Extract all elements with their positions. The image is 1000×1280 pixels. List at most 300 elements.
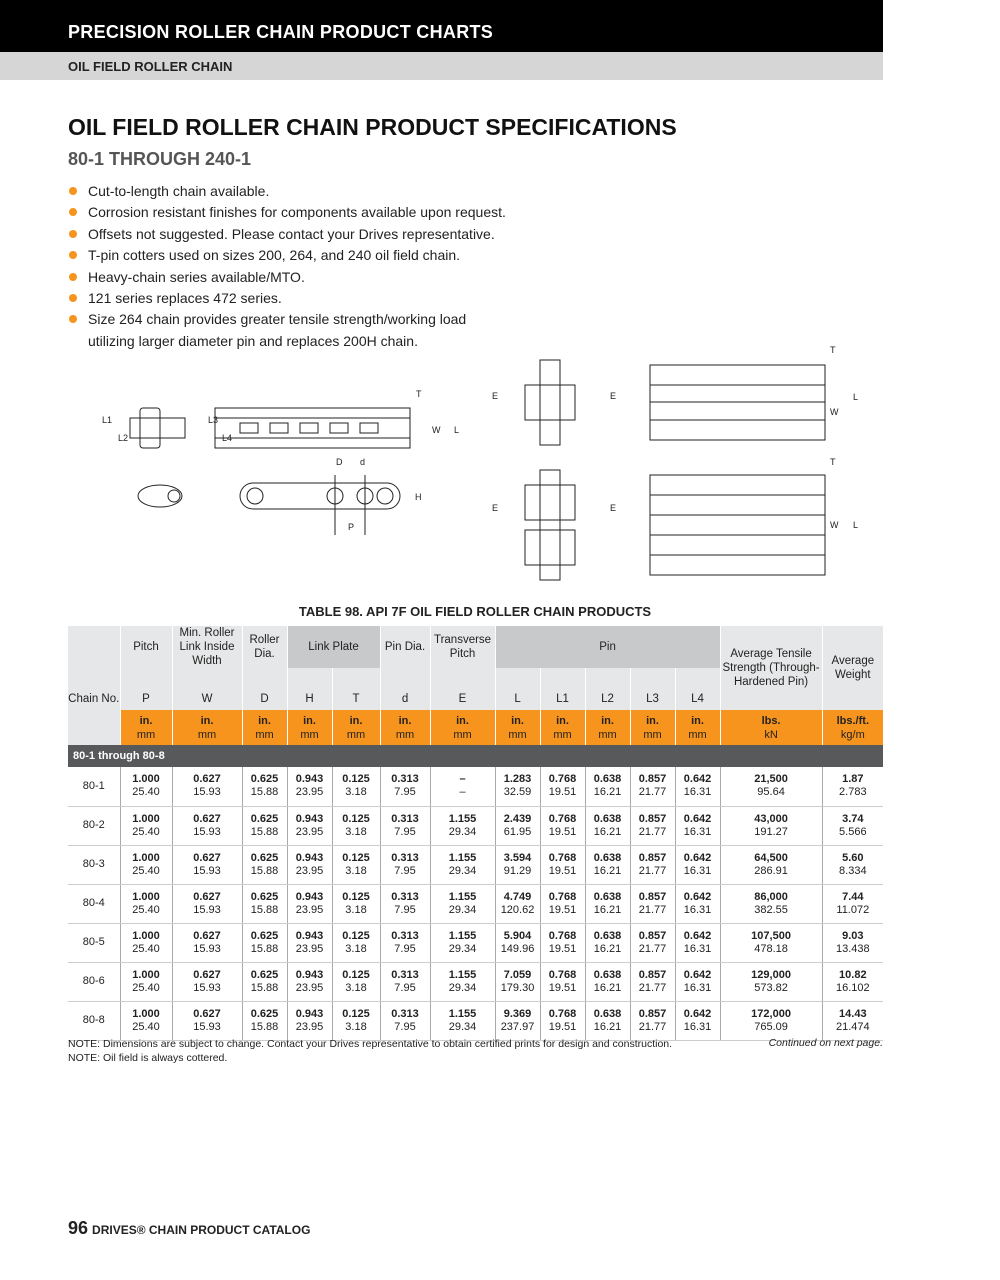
value-imperial: 0.627	[193, 773, 221, 786]
table-row	[68, 884, 883, 923]
value-metric: 15.93	[193, 981, 221, 994]
chain-no: 80-1	[68, 767, 120, 806]
value-cell	[630, 923, 675, 962]
value-cell	[540, 767, 585, 806]
value-metric: 23.95	[295, 942, 324, 955]
value-cell	[380, 1001, 430, 1040]
label-l: L	[853, 392, 859, 402]
value-metric: 21.77	[638, 1020, 667, 1033]
bullet: Offsets not suggested. Please contact your Drives representative.	[68, 224, 506, 245]
unit-cell	[380, 710, 430, 745]
value-metric: 7.95	[394, 864, 416, 877]
unit-imperial: in.	[200, 714, 214, 727]
value-cell	[242, 962, 287, 1001]
value-cell	[287, 767, 332, 806]
value-imperial: 0.638	[593, 968, 622, 981]
value-imperial: 0.627	[193, 929, 221, 942]
value-cell	[540, 806, 585, 845]
value-imperial: 0.768	[548, 851, 577, 864]
value-cell	[287, 923, 332, 962]
value-imperial: 0.857	[638, 1007, 667, 1020]
value-cell	[675, 806, 720, 845]
value-cell	[430, 1001, 495, 1040]
value-cell	[822, 806, 883, 845]
unit-cell	[172, 710, 242, 745]
value-cell	[495, 962, 540, 1001]
value-imperial: 0.768	[548, 1007, 577, 1020]
label-d-roller: D	[336, 457, 343, 467]
unit-imperial: in.	[258, 714, 271, 727]
value-metric: 15.88	[250, 786, 279, 799]
value-imperial: 0.627	[193, 890, 221, 903]
chain-no: 80-6	[68, 962, 120, 1001]
col-link-plate: Link Plate	[287, 626, 380, 668]
value-cell	[430, 962, 495, 1001]
value-metric: 23.95	[295, 981, 324, 994]
value-imperial: 1.000	[132, 851, 160, 864]
value-metric: 23.95	[295, 903, 324, 916]
chain-no: 80-8	[68, 1001, 120, 1040]
value-metric: 19.51	[548, 942, 577, 955]
chain-dimension-diagrams	[90, 345, 880, 585]
label-e: E	[492, 391, 499, 401]
value-cell	[495, 845, 540, 884]
value-metric: 25.40	[132, 825, 160, 838]
value-imperial: 0.857	[638, 968, 667, 981]
value-cell	[380, 806, 430, 845]
value-imperial: 0.638	[593, 851, 622, 864]
label-e: E	[610, 503, 617, 513]
value-imperial: 1.000	[132, 773, 160, 786]
value-metric: 7.95	[394, 942, 416, 955]
chain-no: 80-3	[68, 845, 120, 884]
value-imperial: 1.155	[448, 929, 477, 942]
value-imperial: 4.749	[503, 890, 532, 903]
unit-imperial: lbs.	[761, 714, 781, 727]
value-metric: 15.88	[250, 942, 279, 955]
value-cell	[585, 806, 630, 845]
value-metric: 191.27	[754, 825, 788, 838]
value-metric: 23.95	[295, 1020, 324, 1033]
symbol-p: P	[120, 668, 172, 710]
value-metric: 16.31	[683, 981, 712, 994]
col-weight: Average Weight	[822, 626, 883, 710]
value-imperial: 0.638	[593, 1007, 622, 1020]
units-spacer	[68, 710, 120, 745]
value-metric: 15.88	[250, 864, 279, 877]
value-metric: 15.88	[250, 903, 279, 916]
value-metric: 29.34	[448, 1020, 477, 1033]
value-metric: 25.40	[132, 942, 160, 955]
label-l: L	[454, 425, 460, 435]
value-metric: 3.18	[345, 1020, 367, 1033]
bullet: Corrosion resistant finishes for components available upon request.	[68, 202, 506, 223]
value-imperial: 0.943	[295, 812, 324, 825]
value-metric: 13.438	[835, 942, 870, 955]
value-imperial: 43,000	[754, 812, 788, 825]
value-imperial: 0.625	[250, 773, 279, 786]
label-l: L	[853, 520, 859, 530]
value-metric: 3.18	[345, 786, 367, 799]
value-metric: 16.21	[593, 864, 622, 877]
chain-no: 80-5	[68, 923, 120, 962]
symbol-l2: L2	[585, 668, 630, 710]
value-cell	[242, 923, 287, 962]
value-imperial: 1.283	[503, 773, 532, 786]
value-imperial: 0.943	[295, 1007, 324, 1020]
unit-cell	[720, 710, 822, 745]
value-imperial: 0.125	[342, 851, 370, 864]
unit-imperial: in.	[139, 714, 153, 727]
value-imperial: 9.369	[503, 1007, 532, 1020]
value-imperial: 0.313	[391, 773, 419, 786]
value-metric: 16.31	[683, 825, 712, 838]
value-imperial: 1.000	[132, 890, 160, 903]
value-imperial: 0.943	[295, 929, 324, 942]
label-l2: L2	[118, 433, 129, 443]
value-metric: 3.18	[345, 903, 367, 916]
value-imperial: 1.000	[132, 812, 160, 825]
value-metric: 23.95	[295, 786, 324, 799]
label-t: T	[830, 457, 836, 467]
value-cell	[120, 1001, 172, 1040]
value-imperial: 0.313	[391, 812, 419, 825]
page-title: OIL FIELD ROLLER CHAIN PRODUCT SPECIFICATIONS	[68, 114, 677, 140]
value-cell	[675, 962, 720, 1001]
value-metric: 179.30	[500, 981, 535, 994]
unit-imperial: lbs./ft.	[836, 714, 869, 727]
value-metric: 29.34	[448, 825, 477, 838]
table-row	[68, 962, 883, 1001]
value-metric: 16.21	[593, 981, 622, 994]
value-metric: 29.34	[448, 942, 477, 955]
value-imperial: 2.439	[503, 812, 532, 825]
value-metric: 25.40	[132, 864, 160, 877]
col-pin-dia: Pin Dia.	[380, 626, 430, 668]
value-cell	[630, 1001, 675, 1040]
value-imperial: 7.44	[842, 890, 864, 903]
value-metric: 32.59	[503, 786, 532, 799]
label-w: W	[830, 520, 839, 530]
value-imperial: 172,000	[751, 1007, 791, 1020]
value-cell	[172, 923, 242, 962]
value-imperial: 5.60	[842, 851, 864, 864]
value-cell	[822, 845, 883, 884]
unit-imperial: in.	[398, 714, 412, 727]
symbol-l4: L4	[675, 668, 720, 710]
value-metric: 19.51	[548, 786, 577, 799]
value-imperial: 0.627	[193, 812, 221, 825]
value-imperial: 0.857	[638, 851, 667, 864]
value-cell	[720, 1001, 822, 1040]
value-cell	[332, 923, 380, 962]
value-cell	[332, 845, 380, 884]
unit-metric: mm	[395, 728, 415, 741]
notes	[68, 1037, 672, 1065]
value-cell	[675, 1001, 720, 1040]
unit-metric: mm	[197, 728, 217, 741]
value-metric: 2.783	[839, 786, 867, 799]
value-metric: 5.566	[839, 825, 867, 838]
value-imperial: 21,500	[754, 773, 788, 786]
table-row	[68, 845, 883, 884]
value-cell	[242, 884, 287, 923]
value-cell	[630, 845, 675, 884]
value-imperial: 0.625	[250, 929, 279, 942]
bullet: Cut-to-length chain available.	[68, 181, 506, 202]
value-metric: 7.95	[394, 981, 416, 994]
unit-metric: mm	[300, 728, 319, 741]
value-cell	[172, 806, 242, 845]
value-metric: 21.77	[638, 864, 667, 877]
value-cell	[495, 884, 540, 923]
value-metric: 21.77	[638, 825, 667, 838]
value-imperial: 0.627	[193, 851, 221, 864]
value-cell	[720, 884, 822, 923]
value-metric: 286.91	[754, 864, 788, 877]
value-metric: 21.77	[638, 903, 667, 916]
value-imperial: 1.87	[842, 773, 864, 786]
unit-cell	[495, 710, 540, 745]
value-metric: 15.93	[193, 864, 221, 877]
value-cell	[332, 1001, 380, 1040]
value-imperial: 7.059	[503, 968, 532, 981]
col-transverse: Transverse Pitch	[430, 626, 495, 668]
unit-cell	[822, 710, 883, 745]
value-metric: 61.95	[503, 825, 532, 838]
value-metric: 7.95	[394, 786, 416, 799]
value-cell	[380, 845, 430, 884]
value-imperial: 0.768	[548, 773, 577, 786]
value-imperial: 0.857	[638, 773, 667, 786]
value-cell	[675, 923, 720, 962]
value-cell	[120, 806, 172, 845]
symbol-e: E	[430, 668, 495, 710]
value-cell	[540, 962, 585, 1001]
value-cell	[720, 767, 822, 806]
unit-metric: mm	[346, 728, 366, 741]
value-imperial: 0.125	[342, 1007, 370, 1020]
value-cell	[540, 1001, 585, 1040]
value-metric: 29.34	[448, 981, 477, 994]
value-imperial: –	[459, 773, 466, 786]
value-metric: 15.88	[250, 981, 279, 994]
value-imperial: 0.625	[250, 1007, 279, 1020]
col-pin: Pin	[495, 626, 720, 668]
value-cell	[585, 884, 630, 923]
value-cell	[242, 1001, 287, 1040]
value-metric: 16.21	[593, 786, 622, 799]
value-cell	[540, 923, 585, 962]
value-metric: 3.18	[345, 864, 367, 877]
value-metric: 19.51	[548, 1020, 577, 1033]
value-imperial: 0.627	[193, 968, 221, 981]
value-imperial: 86,000	[754, 890, 788, 903]
value-metric: 15.93	[193, 903, 221, 916]
value-metric: 16.31	[683, 903, 712, 916]
value-cell	[287, 962, 332, 1001]
value-imperial: 1.155	[448, 890, 477, 903]
value-cell	[120, 767, 172, 806]
symbol-l1: L1	[540, 668, 585, 710]
bullet: Heavy-chain series available/MTO.	[68, 267, 506, 288]
bullet: Size 264 chain provides greater tensile strength/working load utilizing larger diameter pin and replaces 200H chain.	[68, 309, 488, 352]
value-cell	[380, 962, 430, 1001]
catalog-name: DRIVES® CHAIN PRODUCT CATALOG	[92, 1223, 311, 1237]
unit-imperial: in.	[349, 714, 363, 727]
value-imperial: 0.642	[683, 1007, 712, 1020]
value-metric: 16.31	[683, 942, 712, 955]
value-cell	[630, 767, 675, 806]
value-imperial: 64,500	[754, 851, 788, 864]
value-cell	[332, 767, 380, 806]
chain-no: 80-2	[68, 806, 120, 845]
unit-metric: kN	[764, 728, 778, 741]
value-metric: 21.77	[638, 981, 667, 994]
unit-cell	[430, 710, 495, 745]
value-metric: 21.474	[835, 1020, 870, 1033]
value-imperial: 0.642	[683, 890, 712, 903]
value-metric: 19.51	[548, 825, 577, 838]
value-cell	[822, 884, 883, 923]
value-cell	[172, 767, 242, 806]
value-metric: 3.18	[345, 825, 367, 838]
value-metric: 21.77	[638, 942, 667, 955]
value-imperial: 0.625	[250, 968, 279, 981]
group-row	[68, 745, 883, 767]
value-cell	[540, 845, 585, 884]
table-row	[68, 767, 883, 806]
label-e: E	[610, 391, 617, 401]
label-e: E	[492, 503, 499, 513]
symbol-w: W	[172, 668, 242, 710]
bullet: T-pin cotters used on sizes 200, 264, and 240 oil field chain.	[68, 245, 506, 266]
unit-cell	[120, 710, 172, 745]
label-w: W	[432, 425, 441, 435]
value-imperial: 0.313	[391, 1007, 419, 1020]
value-cell	[585, 962, 630, 1001]
value-cell	[430, 884, 495, 923]
value-cell	[120, 923, 172, 962]
value-metric: 16.21	[593, 825, 622, 838]
page-number: 96	[68, 1218, 89, 1238]
value-cell	[242, 767, 287, 806]
value-metric: 8.334	[839, 864, 867, 877]
value-imperial: 107,500	[751, 929, 791, 942]
value-metric: 23.95	[295, 864, 324, 877]
value-metric: 15.93	[193, 825, 221, 838]
value-cell	[585, 845, 630, 884]
value-imperial: 0.768	[548, 890, 577, 903]
value-imperial: 1.155	[448, 968, 477, 981]
value-cell	[172, 884, 242, 923]
label-w: W	[830, 407, 839, 417]
value-cell	[332, 806, 380, 845]
value-cell	[242, 806, 287, 845]
symbol-d: d	[380, 668, 430, 710]
value-imperial: 5.904	[503, 929, 532, 942]
symbol-l3: L3	[630, 668, 675, 710]
value-metric: 29.34	[448, 864, 477, 877]
value-imperial: 0.642	[683, 968, 712, 981]
value-imperial: 0.768	[548, 812, 577, 825]
value-metric: 16.31	[683, 1020, 712, 1033]
value-metric: 19.51	[548, 903, 577, 916]
value-cell	[630, 962, 675, 1001]
value-imperial: 0.768	[548, 929, 577, 942]
unit-metric: mm	[643, 728, 662, 741]
symbol-d: D	[242, 668, 287, 710]
value-metric: 25.40	[132, 786, 160, 799]
unit-metric: mm	[255, 728, 274, 741]
unit-imperial: in.	[511, 714, 524, 727]
label-d-pin: d	[360, 457, 366, 467]
page-footer	[68, 1218, 314, 1239]
value-cell	[822, 1001, 883, 1040]
unit-imperial: in.	[303, 714, 316, 727]
table-row	[68, 806, 883, 845]
value-metric: 11.072	[836, 903, 870, 916]
value-metric: 7.95	[394, 903, 416, 916]
unit-cell	[332, 710, 380, 745]
value-cell	[380, 767, 430, 806]
value-cell	[287, 845, 332, 884]
unit-imperial: in.	[556, 714, 569, 727]
value-metric: 7.95	[394, 1020, 416, 1033]
label-t: T	[416, 389, 422, 399]
value-cell	[630, 884, 675, 923]
value-imperial: 129,000	[751, 968, 791, 981]
value-cell	[332, 962, 380, 1001]
value-metric: –	[459, 786, 466, 799]
value-metric: 25.40	[132, 903, 160, 916]
value-metric: 15.93	[193, 786, 221, 799]
value-metric: 25.40	[132, 981, 160, 994]
value-imperial: 0.625	[250, 851, 279, 864]
value-imperial: 0.943	[295, 851, 324, 864]
label-l4: L4	[222, 433, 233, 443]
value-cell	[720, 806, 822, 845]
value-cell	[332, 884, 380, 923]
value-imperial: 0.638	[593, 929, 622, 942]
value-cell	[242, 845, 287, 884]
value-metric: 573.82	[754, 981, 788, 994]
symbol-h: H	[287, 668, 332, 710]
value-metric: 382.55	[754, 903, 788, 916]
chain-spec-table	[68, 626, 883, 1041]
col-pitch: Pitch	[120, 626, 172, 668]
value-imperial: 0.857	[638, 929, 667, 942]
value-imperial: 1.000	[132, 1007, 160, 1020]
value-cell	[495, 806, 540, 845]
unit-cell	[675, 710, 720, 745]
unit-metric: mm	[598, 728, 617, 741]
col-width: Min. Roller Link Inside Width	[172, 626, 242, 668]
value-imperial: 3.74	[842, 812, 864, 825]
value-imperial: 0.768	[548, 968, 577, 981]
value-cell	[720, 845, 822, 884]
unit-metric: mm	[688, 728, 707, 741]
value-cell	[822, 962, 883, 1001]
page-subtitle: 80-1 THROUGH 240-1	[68, 149, 252, 169]
unit-cell	[630, 710, 675, 745]
value-imperial: 3.594	[503, 851, 532, 864]
value-metric: 16.102	[835, 981, 870, 994]
unit-cell	[287, 710, 332, 745]
symbol-l: L	[495, 668, 540, 710]
unit-metric: mm	[553, 728, 572, 741]
value-cell	[822, 923, 883, 962]
